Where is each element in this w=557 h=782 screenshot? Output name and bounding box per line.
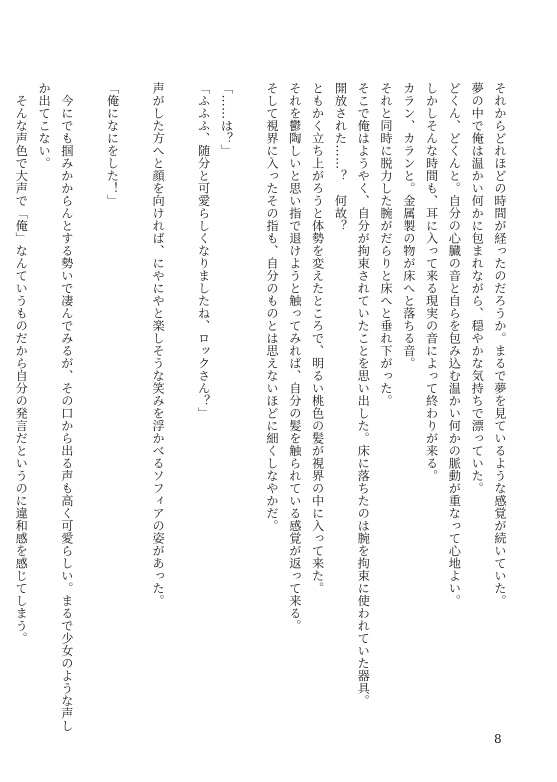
vertical-text-body (9, 82, 511, 732)
text-line: 今にでも掴みかからんとする勢いで凄んでみるが、その口から出る声も高く可愛らしい。まるで少女のような声し (59, 82, 74, 732)
text-line: そこで俺はようやく、自分が拘束されていたことを思い出した。床に落ちたのは腕を拘束に使われていた器具。 (356, 82, 371, 707)
text-line: 夢の中で俺は温かい何かに包まれながら、穏やかな気持ちで漂っていた。 (470, 82, 485, 495)
text-line: それを鬱陶しいと思い指で退けようと触ってみれば、自分の髪を触られている感覚が返って来る。 (287, 82, 302, 632)
text-line: そして視界に入ったその指も、自分のものとは思えないほどに細くしなやかだ。 (265, 82, 280, 532)
text-line: それからどれほどの時間が経ったのだろうか。まるで夢を見ているような感覚が続いていた。 (493, 82, 507, 607)
blank-line (78, 82, 101, 682)
blank-line (237, 82, 260, 682)
text-line: 声がした方へと顔を向ければ、にやにやと楽しそうな笑みを浮かべるソフィアの姿があった。 (151, 82, 166, 607)
text-line: そんな声色で大声で「俺」なんていうものだから自分の発言だというのに違和感を感じてしまう。 (14, 82, 29, 645)
blank-line (123, 82, 146, 682)
text-line: ともかく立ち上がろうと体勢を変えたところで、明るい桃色の髪が視界の中に入って来た。 (310, 82, 325, 595)
text-line: か出てこない。 (37, 82, 52, 170)
dialogue-line: 「ふふふ、随分と可愛らしくなりましたね、ロックさん？」 (196, 82, 211, 420)
page-number: 8 (494, 732, 502, 746)
text-line: しかしそんな時間も、耳に入って来る現実の音によって終わりが来る。 (424, 82, 439, 482)
dialogue-line: 「……は？」 (219, 82, 234, 157)
blank-line (169, 82, 192, 682)
text-line: 開放された……？ 何故？ (333, 82, 348, 232)
text-line: どくん、どくんと。自分の心臓の音と自らを包み込む温かい何かの脈動が重なって心地よい。 (447, 82, 462, 607)
dialogue-line: 「俺になにをした！」 (105, 82, 120, 207)
text-line: それと同時に脱力した腕がだらりと床へと垂れ下がった。 (379, 82, 394, 407)
text-line: カラン、カランと。金属製の物が床へと落ちる音。 (401, 82, 416, 370)
